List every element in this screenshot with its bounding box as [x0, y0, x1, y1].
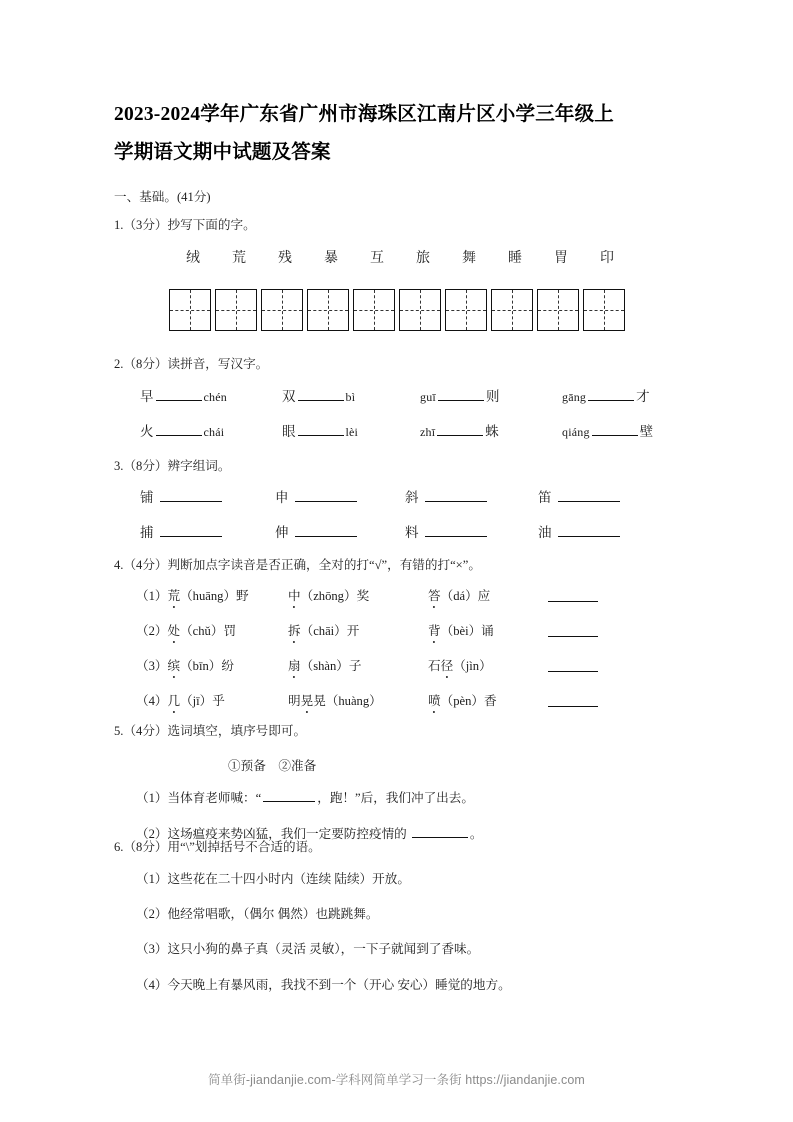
q5-sentence-text-after: 。	[469, 827, 483, 841]
q1-character: 印	[600, 251, 614, 266]
writing-grid-cell[interactable]	[215, 289, 257, 331]
q4-dotted-character: 明晃晃	[288, 690, 326, 709]
q2-item-prefix: 火	[140, 424, 154, 439]
q4-row-group-b	[288, 585, 369, 604]
q4-dotted-character: 几	[167, 690, 180, 709]
q2-item-suffix: 蛛	[485, 424, 499, 439]
question-3-prompt: 3.（8分）辨字组词。	[114, 459, 231, 473]
q4-pinyin: （pèn）	[440, 694, 484, 708]
q3-character: 捕	[140, 525, 154, 540]
q4-answer-blank[interactable]	[548, 706, 598, 707]
q3-word-item	[405, 486, 489, 506]
writing-grid-cell[interactable]	[169, 289, 211, 331]
q4-tail: 纷	[221, 659, 234, 673]
q4-row-label: （2）	[136, 624, 168, 638]
q2-item-pinyin: bì	[345, 390, 356, 404]
q4-pinyin: （bīn）	[180, 659, 222, 673]
writing-grid-cell[interactable]	[491, 289, 533, 331]
q3-character: 铺	[140, 490, 154, 505]
q6-sentence: （1）这些花在二十四小时内（连续 陆续）开放。	[136, 872, 410, 886]
q4-pinyin: （chǔ）	[180, 624, 224, 638]
q2-item-prefix: zhī	[420, 425, 436, 439]
q3-answer-blank[interactable]	[295, 524, 357, 537]
writing-grid-cell[interactable]	[537, 289, 579, 331]
q1-character: 残	[278, 251, 292, 266]
writing-grid-cell[interactable]	[307, 289, 349, 331]
q4-tail: 奖	[356, 589, 370, 603]
q4-tail: 应	[477, 589, 491, 603]
q1-character: 互	[370, 251, 384, 266]
writing-grid-cell[interactable]	[353, 289, 395, 331]
q4-tail: 野	[236, 589, 249, 603]
question-6-prompt: 6.（8分）用“\”划掉括号不合适的语。	[114, 840, 321, 854]
q4-tail: 罚	[223, 624, 237, 638]
q2-item-suffix: 才	[636, 389, 650, 404]
q2-item-prefix: qiáng	[562, 425, 590, 439]
q5-sentence-text-before: 这场瘟疫来势凶猛，我们一定要防控疫情的	[167, 827, 410, 841]
q2-item-prefix: gāng	[562, 390, 587, 404]
q6-sentence: （2）他经常唱歌，（偶尔 偶然）也跳跳舞。	[136, 907, 379, 921]
q1-character: 睡	[508, 251, 522, 266]
q2-answer-blank[interactable]	[592, 423, 638, 436]
q3-answer-blank[interactable]	[425, 489, 487, 502]
q2-item-prefix: 眼	[282, 424, 296, 439]
q2-pinyin-item	[282, 420, 358, 440]
q4-pinyin: （bèi）	[440, 624, 482, 638]
q4-row-label: （4）	[136, 694, 168, 708]
writing-grid-cell[interactable]	[583, 289, 625, 331]
question-1-writing-grid[interactable]	[169, 289, 625, 331]
q2-answer-blank[interactable]	[438, 388, 484, 401]
q2-item-suffix: 壁	[639, 424, 654, 439]
q2-answer-blank[interactable]	[298, 388, 344, 401]
q5-sentence-before: （2）	[136, 827, 168, 841]
q4-tail: 诵	[481, 624, 494, 638]
q3-character: 申	[275, 490, 289, 505]
q5-answer-blank[interactable]	[263, 789, 315, 802]
q2-pinyin-item	[140, 385, 227, 405]
question-1-character-row	[170, 247, 630, 267]
q4-dotted-character: 径	[441, 655, 454, 674]
q3-character: 伸	[275, 525, 289, 540]
q4-row-group-a	[136, 620, 236, 639]
page-title	[114, 96, 694, 172]
q4-head: 石	[428, 659, 441, 673]
question-5-prompt: 5.（4分）选词填空，填序号即可。	[114, 724, 307, 738]
q3-word-item	[405, 521, 489, 541]
q4-dotted-character: 扇	[288, 655, 301, 674]
q4-dotted-character: 中	[288, 585, 301, 604]
q2-answer-blank[interactable]	[156, 423, 202, 436]
q3-word-item	[538, 521, 622, 541]
q4-dotted-character: 喷	[428, 690, 441, 709]
q4-pinyin: （chāi）	[300, 624, 347, 638]
q4-pinyin: （dá）	[440, 589, 478, 603]
q4-row-label: （1）	[136, 589, 168, 603]
q2-pinyin-item	[420, 385, 499, 405]
q4-answer-blank[interactable]	[548, 636, 598, 637]
q3-answer-blank[interactable]	[425, 524, 487, 537]
q2-item-prefix: guī	[420, 390, 436, 404]
q4-pinyin: （shàn）	[300, 659, 349, 673]
q1-character: 胃	[554, 251, 568, 266]
q2-answer-blank[interactable]	[437, 423, 483, 436]
q4-row-group-a	[136, 690, 225, 709]
question-5-options: ①预备 ②准备	[228, 759, 317, 773]
q4-dotted-character: 荒	[167, 585, 180, 604]
q4-row-group-a	[136, 585, 249, 604]
q3-answer-blank[interactable]	[558, 489, 620, 502]
q3-word-item	[140, 486, 224, 506]
writing-grid-cell[interactable]	[445, 289, 487, 331]
q5-sentence	[136, 787, 474, 806]
q3-answer-blank[interactable]	[295, 489, 357, 502]
q3-word-item	[275, 521, 359, 541]
writing-grid-cell[interactable]	[261, 289, 303, 331]
q3-character: 笛	[538, 490, 552, 505]
q4-pinyin: （zhōng）	[300, 589, 357, 603]
question-2-prompt: 2.（8分）读拼音，写汉字。	[114, 357, 269, 371]
q2-answer-blank[interactable]	[156, 388, 202, 401]
q4-dotted-character: 背	[428, 620, 441, 639]
q3-answer-blank[interactable]	[160, 524, 222, 537]
q2-pinyin-item	[420, 420, 499, 440]
q2-item-pinyin: lèi	[345, 425, 359, 439]
q3-character: 料	[405, 525, 419, 540]
section-one-heading: 一、基础。(41分)	[114, 190, 211, 204]
question-4-prompt: 4.（4分）判断加点字读音是否正确，全对的打“√”，有错的打“×”。	[114, 558, 481, 572]
q2-item-prefix: 双	[282, 389, 296, 404]
q4-dotted-character: 答	[428, 585, 441, 604]
q1-character: 旅	[416, 251, 430, 266]
q4-row-group-c	[428, 585, 490, 604]
q3-word-item	[275, 486, 359, 506]
q4-row-label: （3）	[136, 659, 168, 673]
q6-sentence: （3）这只小狗的鼻子真（灵活 灵敏），一下子就闻到了香味。	[136, 942, 480, 956]
q4-row-group-b	[288, 655, 361, 674]
footer-watermark: 简单街-jiandanjie.com-学科网简单学习一条街 https://jiandanjie.com	[208, 1073, 585, 1087]
q2-item-pinyin: chái	[203, 425, 225, 439]
q1-character: 荒	[232, 251, 246, 266]
q4-tail: 香	[483, 694, 497, 708]
q4-row-group-c	[428, 655, 492, 674]
q2-item-prefix: 早	[140, 389, 154, 404]
page-title-line2: 学期语文期中试题及答案	[114, 142, 331, 163]
q3-answer-blank[interactable]	[558, 524, 620, 537]
q3-word-item	[140, 521, 224, 541]
q4-tail: 开	[346, 624, 360, 638]
writing-grid-cell[interactable]	[399, 289, 441, 331]
q1-character: 暴	[324, 251, 338, 266]
q2-pinyin-item	[140, 420, 224, 440]
q4-pinyin: （jī）	[180, 694, 213, 708]
q2-item-suffix: 则	[485, 389, 500, 404]
q5-sentence-before: （1）	[136, 791, 168, 805]
q4-row-group-b	[288, 690, 382, 709]
q3-character: 油	[538, 525, 552, 540]
q5-sentence-text-after: ，跑！”后，我们冲了出去。	[317, 791, 474, 805]
q4-row-group-c	[428, 620, 494, 639]
q2-item-pinyin: chén	[203, 390, 227, 404]
q2-pinyin-item	[562, 420, 653, 440]
q4-pinyin: （jìn）	[453, 659, 492, 673]
q3-answer-blank[interactable]	[160, 489, 222, 502]
q2-answer-blank[interactable]	[588, 388, 634, 401]
q2-answer-blank[interactable]	[298, 423, 344, 436]
q4-tail: 乎	[212, 694, 225, 708]
q5-answer-blank[interactable]	[412, 825, 468, 838]
q2-pinyin-item	[282, 385, 355, 405]
q4-tail: 子	[348, 659, 362, 673]
q4-answer-blank[interactable]	[548, 671, 598, 672]
q4-row-group-c	[428, 690, 497, 709]
question-1-prompt: 1.（3分）抄写下面的字。	[114, 218, 256, 232]
q1-character: 绒	[186, 251, 200, 266]
q2-pinyin-item	[562, 385, 650, 405]
q4-row-group-a	[136, 655, 234, 674]
page-title-line1: 2023-2024学年广东省广州市海珠区江南片区小学三年级上	[114, 104, 614, 125]
q3-word-item	[538, 486, 622, 506]
q4-dotted-character: 处	[167, 620, 180, 639]
q4-answer-blank[interactable]	[548, 601, 598, 602]
q6-sentence: （4）今天晚上有暴风雨，我找不到一个（开心 安心）睡觉的地方。	[136, 978, 511, 992]
q4-pinyin: （huāng）	[180, 589, 237, 603]
q3-character: 斜	[405, 490, 419, 505]
q5-sentence-text-before: 当体育老师喊：“	[167, 791, 262, 805]
q1-character: 舞	[462, 251, 476, 266]
q4-dotted-character: 缤	[167, 655, 180, 674]
q4-row-group-b	[288, 620, 359, 639]
q4-pinyin: （huàng）	[325, 694, 382, 708]
q4-dotted-character: 拆	[288, 620, 301, 639]
